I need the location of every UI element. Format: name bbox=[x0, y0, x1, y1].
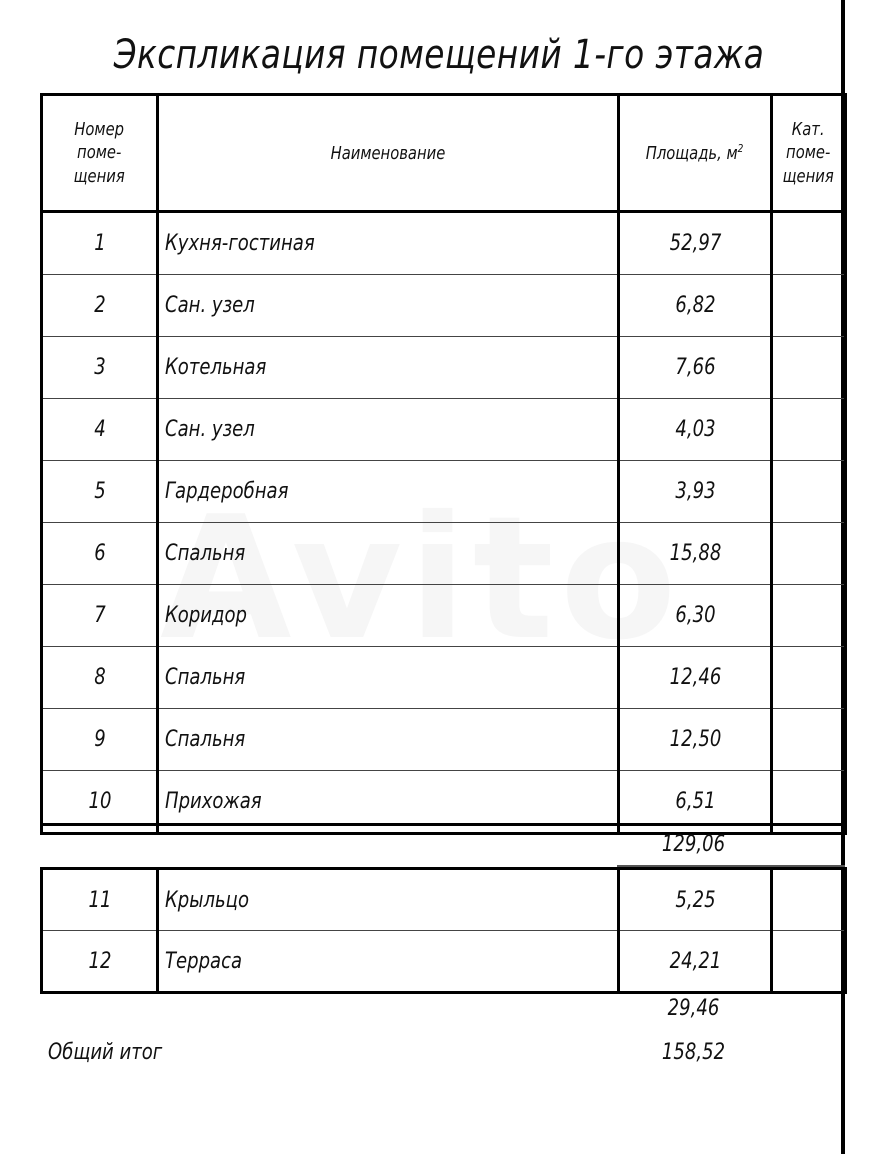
room-name-text: Спальня bbox=[165, 727, 246, 752]
room-number-text: 7 bbox=[93, 603, 106, 628]
grand-total-label bbox=[48, 1040, 187, 1065]
room-category bbox=[772, 647, 846, 709]
room-number-text: 10 bbox=[88, 789, 111, 814]
room-name bbox=[158, 931, 619, 993]
grand-total-label-text: Общий итог bbox=[48, 1040, 163, 1065]
room-area-text: 6,30 bbox=[674, 603, 716, 628]
room-name-text: Спальня bbox=[165, 665, 246, 690]
room-name bbox=[158, 399, 619, 461]
header-area-unit-power: 2 bbox=[738, 142, 744, 155]
table-row bbox=[42, 461, 846, 523]
room-area bbox=[619, 275, 772, 337]
room-name bbox=[158, 647, 619, 709]
room-area bbox=[619, 709, 772, 771]
room-area bbox=[619, 337, 772, 399]
table-row bbox=[42, 523, 846, 585]
room-number bbox=[42, 275, 158, 337]
room-number-text: 9 bbox=[93, 727, 106, 752]
room-area-text: 3,93 bbox=[674, 479, 716, 504]
room-name-text: Терраса bbox=[165, 948, 243, 974]
room-category bbox=[772, 461, 846, 523]
table-row bbox=[42, 869, 846, 931]
room-number bbox=[42, 931, 158, 993]
room-number bbox=[42, 869, 158, 931]
header-name-label: Наименование bbox=[330, 142, 446, 164]
table-row bbox=[42, 931, 846, 993]
room-number bbox=[42, 212, 158, 275]
room-number-text: 3 bbox=[93, 355, 106, 380]
room-name bbox=[158, 585, 619, 647]
header-name bbox=[158, 95, 619, 212]
room-area-text: 15,88 bbox=[669, 541, 721, 566]
room-number-text: 4 bbox=[93, 417, 106, 442]
header-area bbox=[619, 95, 772, 212]
room-area bbox=[619, 523, 772, 585]
room-number-text: 1 bbox=[93, 231, 106, 256]
room-category bbox=[772, 585, 846, 647]
outdoor-rooms-table bbox=[40, 867, 847, 994]
room-area-text: 5,25 bbox=[674, 887, 716, 913]
subtotal-outdoor-value: 29,46 bbox=[667, 996, 719, 1021]
room-name bbox=[158, 461, 619, 523]
header-category-line-2: поме- bbox=[786, 142, 831, 164]
table-row bbox=[42, 275, 846, 337]
header-number-line-3: щения bbox=[73, 165, 126, 187]
page-title: Экспликация помещений 1-го этажа bbox=[113, 32, 765, 78]
header-category bbox=[772, 95, 846, 212]
grand-total-value bbox=[617, 1040, 769, 1065]
room-area-text: 6,51 bbox=[674, 789, 716, 814]
room-area-text: 6,82 bbox=[674, 293, 716, 318]
header-number-line-1: Номер bbox=[74, 118, 125, 140]
room-area-text: 24,21 bbox=[669, 948, 721, 974]
table-row bbox=[42, 647, 846, 709]
table-header-row bbox=[42, 95, 846, 212]
rooms-table bbox=[40, 93, 847, 835]
room-name-text: Спальня bbox=[165, 541, 246, 566]
room-name bbox=[158, 275, 619, 337]
room-area-text: 12,46 bbox=[669, 665, 721, 690]
header-area-wrap bbox=[646, 142, 744, 164]
room-area-text: 12,50 bbox=[669, 727, 721, 752]
header-number-line-2: поме- bbox=[77, 142, 122, 164]
room-number bbox=[42, 647, 158, 709]
room-number bbox=[42, 709, 158, 771]
room-name bbox=[158, 523, 619, 585]
room-number-text: 12 bbox=[88, 948, 111, 974]
room-number bbox=[42, 399, 158, 461]
room-name-text: Сан. узел bbox=[165, 417, 255, 442]
room-category bbox=[772, 869, 846, 931]
room-category bbox=[772, 275, 846, 337]
room-area bbox=[619, 212, 772, 275]
subtotal-rooms bbox=[617, 832, 769, 857]
room-area bbox=[619, 647, 772, 709]
room-category bbox=[772, 523, 846, 585]
room-name bbox=[158, 337, 619, 399]
room-area bbox=[619, 869, 772, 931]
room-name-text: Прихожая bbox=[165, 789, 262, 814]
table-row bbox=[42, 337, 846, 399]
room-name bbox=[158, 212, 619, 275]
room-name-text: Крыльцо bbox=[165, 887, 249, 913]
room-category bbox=[772, 337, 846, 399]
room-name bbox=[158, 869, 619, 931]
header-area-label: Площадь, м bbox=[646, 143, 739, 164]
room-area bbox=[619, 585, 772, 647]
room-area-text: 7,66 bbox=[674, 355, 716, 380]
room-category bbox=[772, 212, 846, 275]
room-name-text: Котельная bbox=[165, 355, 267, 380]
table-row bbox=[42, 212, 846, 275]
room-area-text: 4,03 bbox=[674, 417, 716, 442]
room-name bbox=[158, 709, 619, 771]
room-number-text: 5 bbox=[93, 479, 106, 504]
room-area-text: 52,97 bbox=[669, 231, 721, 256]
subtotal-rooms-value: 129,06 bbox=[661, 832, 725, 857]
room-area bbox=[619, 931, 772, 993]
room-number bbox=[42, 461, 158, 523]
room-number bbox=[42, 337, 158, 399]
room-number-text: 8 bbox=[93, 665, 106, 690]
header-category-line-1: Кат. bbox=[792, 118, 825, 140]
room-name-text: Коридор bbox=[165, 603, 247, 628]
room-category bbox=[772, 399, 846, 461]
room-number-text: 6 bbox=[93, 541, 106, 566]
grand-total-value-text: 158,52 bbox=[661, 1040, 725, 1065]
header-category-line-3: щения bbox=[782, 165, 835, 187]
table-row bbox=[42, 709, 846, 771]
room-number bbox=[42, 523, 158, 585]
subtotal-outdoor bbox=[617, 996, 769, 1021]
room-category bbox=[772, 709, 846, 771]
room-area bbox=[619, 461, 772, 523]
room-name-text: Сан. узел bbox=[165, 293, 255, 318]
room-name-text: Кухня-гостиная bbox=[165, 231, 315, 256]
table-row bbox=[42, 585, 846, 647]
room-number-text: 2 bbox=[93, 293, 106, 318]
table-row bbox=[42, 399, 846, 461]
room-category bbox=[772, 931, 846, 993]
room-number-text: 11 bbox=[88, 887, 111, 913]
main-table-bottom-rule bbox=[40, 823, 845, 826]
room-name-text: Гардеробная bbox=[165, 479, 289, 504]
room-area bbox=[619, 399, 772, 461]
room-number bbox=[42, 585, 158, 647]
header-number bbox=[42, 95, 158, 212]
